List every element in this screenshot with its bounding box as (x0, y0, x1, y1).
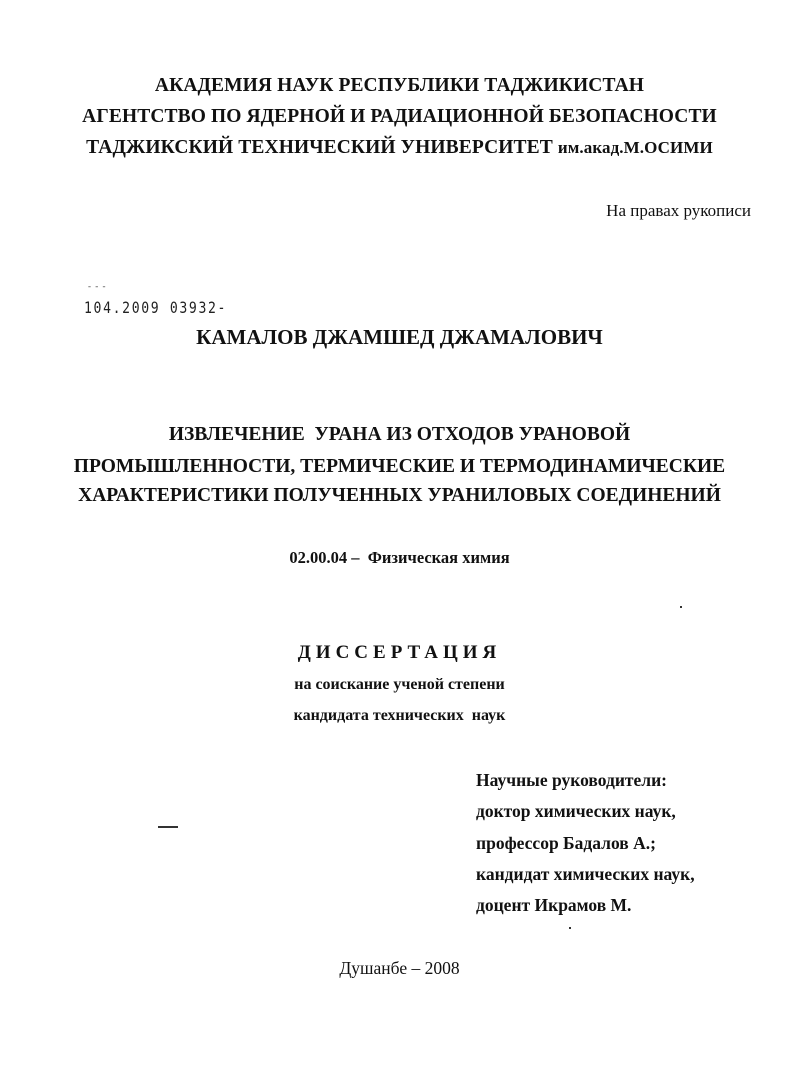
institution-university-name: ТАДЖИКСКИЙ ТЕХНИЧЕСКИЙ УНИВЕРСИТЕТ (86, 137, 553, 158)
scan-mark-dot (569, 927, 571, 929)
title-line-1: ИЗВЛЕЧЕНИЕ УРАНА ИЗ ОТХОДОВ УРАНОВОЙ (168, 424, 631, 445)
supervisor-1-name: профессор Бадалов А.; (476, 833, 656, 853)
institution-academy: АКАДЕМИЯ НАУК РЕСПУБЛИКИ ТАДЖИКИСТАН (154, 75, 645, 96)
institution-agency: АГЕНТСТВО ПО ЯДЕРНОЙ И РАДИАЦИОННОЙ БЕЗОПАСНОСТИ (82, 106, 717, 127)
degree-line-1: на соискание ученой степени (294, 676, 505, 693)
degree-line-2: кандидата технических наук (293, 707, 506, 724)
title-line-3: ХАРАКТЕРИСТИКИ ПОЛУЧЕННЫХ УРАНИЛОВЫХ СОЕДИНЕНИЙ (78, 485, 721, 506)
city-year: Душанбе – 2008 (339, 958, 460, 978)
supervisor-1-degree: доктор химических наук, (476, 801, 676, 821)
title-line-2: ПРОМЫШЛЕННОСТИ, ТЕРМИЧЕСКИЕ И ТЕРМОДИНАМИЧЕСКИЕ (73, 456, 726, 477)
manuscript-note: На правах рукописи (606, 201, 751, 220)
supervisors-heading: Научные руководители: (476, 770, 668, 790)
archive-stamp-dots: - - - (88, 281, 107, 291)
institution-university-suffix: им.акад.М.ОСИМИ (557, 138, 713, 157)
supervisor-2-name: доцент Икрамов М. (476, 895, 632, 915)
archive-stamp (84, 298, 227, 317)
dissertation-label: ДИССЕРТАЦИЯ (297, 642, 502, 663)
supervisor-2-degree: кандидат химических наук, (476, 864, 695, 884)
scan-mark-dot (680, 606, 682, 608)
author-name: КАМАЛОВ ДЖАМШЕД ДЖАМАЛОВИЧ (196, 325, 603, 349)
archive-stamp-number: 104.2009 03932 (84, 298, 218, 317)
archive-stamp-mark: - (217, 298, 228, 317)
scan-mark-dash (158, 826, 178, 828)
institution-university (0, 137, 799, 159)
specialty-code: 02.00.04 – Физическая химия (289, 548, 510, 567)
